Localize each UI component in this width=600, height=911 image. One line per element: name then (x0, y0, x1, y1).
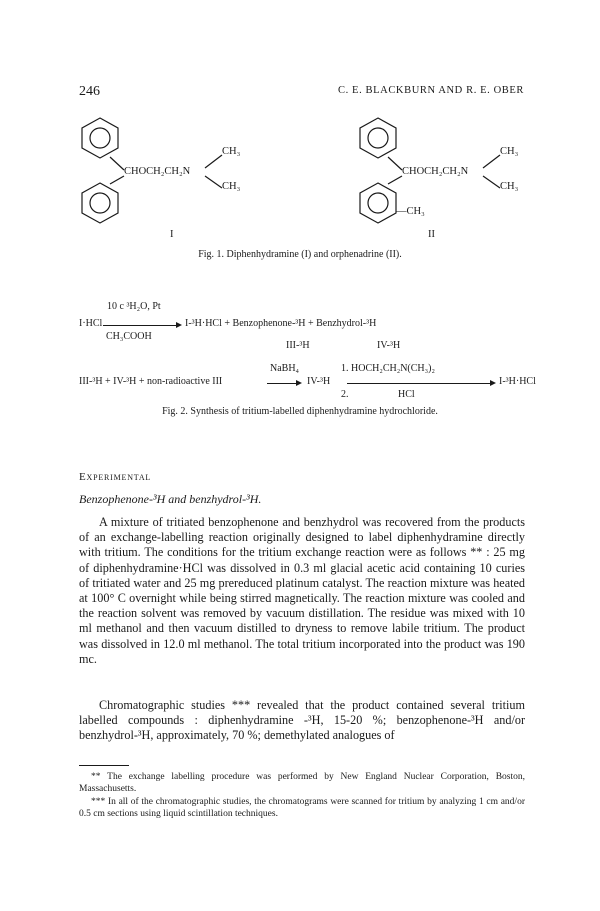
structure2-aromatic-circle-bottom (368, 193, 388, 213)
structure2-ring-methyl: —CH₃ (396, 206, 425, 217)
rxn2-arrow1 (267, 383, 297, 384)
structure1-aromatic-circle-top (90, 128, 110, 148)
running-head: C. E. BLACKBURN AND R. E. OBER (338, 85, 525, 96)
structure2-methyl-bottom: CH₃ (500, 181, 519, 192)
figure1-structures (0, 0, 600, 260)
rxn2-arrow1-head (296, 380, 302, 386)
structure2-tolyl-ring (360, 183, 396, 223)
structure1-label: I (170, 229, 174, 240)
rxn1-arrow (103, 325, 177, 326)
rxn1-reactant: I·HCl (79, 318, 103, 329)
rxn2-reactants: III-³H + IV-³H + non-radioactive III (79, 376, 223, 387)
rxn1-products: I-³H·HCl + Benzophenone-³H + Benzhydrol-³H (185, 318, 377, 329)
rxn2-intermediate: IV-³H (307, 376, 331, 387)
rxn2-product: I-³H·HCl (499, 376, 536, 387)
rxn2-arrow2-head (490, 380, 496, 386)
rxn2-step1: 1. HOCH₂CH₂N(CH₃)₂ (341, 363, 435, 374)
rxn1-above-arrow: 10 c ³H₂O, Pt (107, 301, 161, 312)
structure1-chain: CHOCH₂CH₂N (124, 166, 191, 177)
structure2-chain: CHOCH₂CH₂N (402, 166, 469, 177)
structure2-label: II (428, 229, 435, 240)
structure1-aromatic-circle-bottom (90, 193, 110, 213)
structure2-methyl-top: CH₃ (500, 146, 519, 157)
figure2-caption: Fig. 2. Synthesis of tritium-labelled diphenhydramine hydrochloride. (162, 406, 438, 417)
page-number: 246 (79, 84, 100, 99)
rxn1-label-III: III-³H (286, 340, 310, 351)
rxn1-arrow-head (176, 322, 182, 328)
structure1-phenyl-ring-bottom (82, 183, 118, 223)
subsection-heading: Benzophenone-³H and benzhydrol-³H. (79, 492, 262, 506)
rxn2-step2-reagent: HCl (398, 389, 415, 400)
paragraph-2: Chromatographic studies *** revealed that the product contained several tritium labelled compounds : diphenhydramine -³H, 15-20 %; benzophenone-³H and/or benzhydrol-³H, approximately, 70 %; demethylated analogues of (79, 698, 525, 743)
rxn2-step2: 2. (341, 389, 349, 400)
paragraph-1: A mixture of tritiated benzophenone and benzhydrol was recovered from the products of an exchange-labelling reaction originally designed to label diphenhydramine directly with tritium. The conditions for the tritium exchange reaction were as follows ** : 25 mg of diphenhydramine·HCl was dissolved in 0.3 ml glacial acetic acid containing 10 curies of tritiated water and 25 mg prereduced platinum catalyst. The reaction mixture was heated at 100° C overnight while being stirred magnetically. The reaction mixture was cooled and the reaction solvent was removed by vacuum distillation. The residue was mixed with 10 ml methanol and then vacuum distilled to dryness to remove labile tritium. The product was dissolved in 12.0 ml methanol. The total tritium incorporated into the product was 190 mc. (79, 515, 525, 666)
structure1-methyl-bottom: CH₃ (222, 181, 241, 192)
footnote-2: *** In all of the chromatographic studies, the chromatograms were scanned for tritium by analyzing 1 cm and/or 0.5 cm sections using liquid scintillation techniques. (79, 797, 525, 819)
section-heading: Experimental (79, 471, 152, 483)
footnote-divider (79, 765, 129, 766)
structure1-phenyl-ring-top (82, 118, 118, 158)
rxn1-label-IV: IV-³H (377, 340, 401, 351)
footnote-1: ** The exchange labelling procedure was performed by New England Nuclear Corporation, Boston, Massachusetts. (79, 772, 525, 794)
rxn1-below-arrow: CH₃COOH (106, 331, 152, 342)
structure1-methyl-top: CH₃ (222, 146, 241, 157)
rxn2-reagent1: NaBH₄ (270, 363, 300, 374)
structure2-aromatic-circle-top (368, 128, 388, 148)
structure2-phenyl-ring-top (360, 118, 396, 158)
figure1-caption: Fig. 1. Diphenhydramine (I) and orphenadrine (II). (198, 249, 402, 260)
rxn2-arrow2 (347, 383, 491, 384)
